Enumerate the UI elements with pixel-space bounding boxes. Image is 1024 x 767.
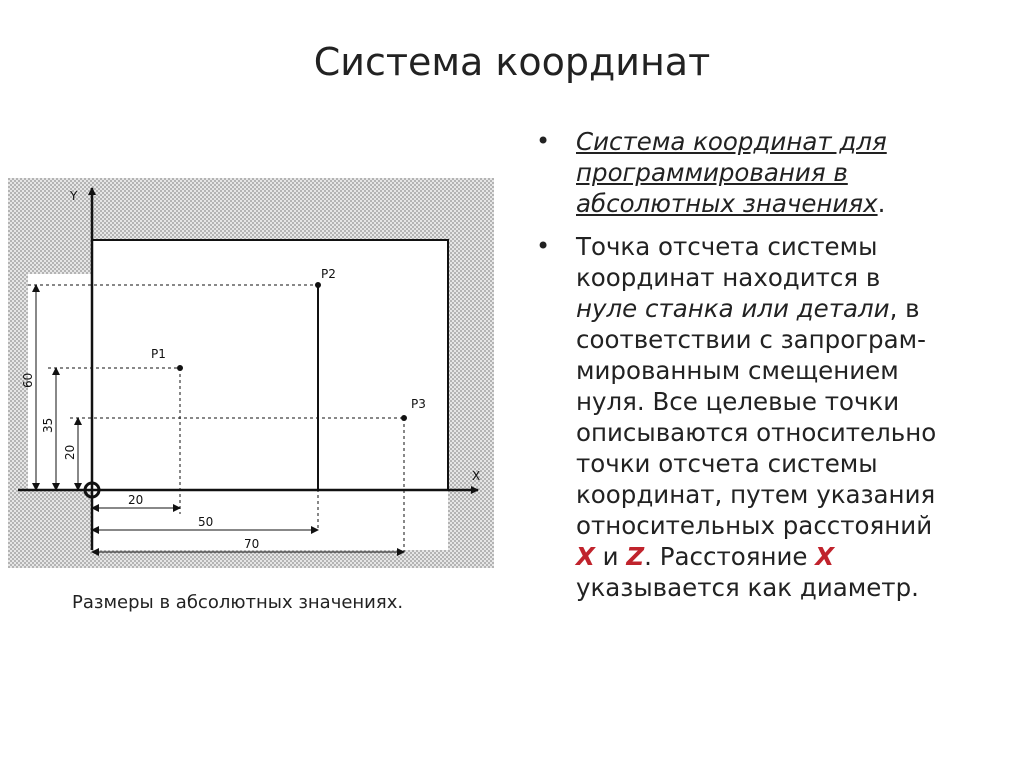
bullet-2-line-8: точки отсчета системы — [576, 449, 878, 478]
dimension-area — [92, 490, 448, 550]
bullet-2-line-2: координат находится в — [576, 263, 881, 292]
point-p1-label: P1 — [151, 347, 166, 361]
bullet-1-line-2: программирования в — [576, 158, 848, 187]
x-axis-label: X — [472, 469, 481, 483]
bullet-2-line-11 — [576, 541, 1024, 572]
bullet-2-line-4: соответствии с запрограм- — [576, 325, 926, 354]
bullet-dot: • — [536, 127, 551, 155]
bullet-list — [536, 126, 1024, 615]
left-dimension-area — [28, 274, 92, 490]
point-p1 — [177, 365, 183, 371]
bullet-1-line-3 — [576, 188, 1024, 219]
dim-label-50: 50 — [198, 515, 214, 529]
bullet-dot: • — [536, 232, 551, 260]
dim-label-70: 70 — [244, 537, 260, 551]
bullet-2-line-1: Точка отсчета системы — [576, 232, 878, 261]
bullet-item-2 — [536, 231, 1024, 603]
bullet-2-line-12: указывается как диаметр. — [576, 573, 919, 602]
var-z: Z — [626, 542, 645, 571]
point-p2 — [315, 282, 321, 288]
dim-label-35: 35 — [41, 417, 55, 433]
diagram-caption: Размеры в абсолютных значениях. — [72, 592, 404, 613]
slide-title: Система координат — [313, 40, 711, 84]
dim-label-20-h: 20 — [128, 493, 144, 507]
bullet-2-line-10: относительных расстояний — [576, 511, 933, 540]
point-p3 — [401, 415, 407, 421]
bullet-2-line-3-italic: нуле станка или детали — [576, 294, 890, 323]
bullet-2-line-5: мированным смещением — [576, 356, 899, 385]
point-p3-label: P3 — [411, 397, 426, 411]
y-axis-label: Y — [70, 189, 78, 203]
bullet-1-line-1: Система координат для — [576, 127, 887, 156]
bullet-2-line-9: координат, путем указания — [576, 480, 936, 509]
var-x: X — [576, 542, 595, 571]
dim-label-60: 60 — [21, 372, 35, 388]
bullet-2-line-3 — [576, 293, 1024, 324]
bullet-2-line-3-tail: , в — [889, 294, 920, 323]
bullet-item-1 — [536, 126, 1024, 219]
bullet-2-and: и — [594, 542, 627, 571]
var-x-2: X — [815, 542, 835, 571]
dim-label-20-v: 20 — [63, 444, 77, 460]
bullet-1-line-3-tail: . — [877, 189, 886, 218]
coordinate-diagram-svg — [8, 178, 494, 568]
bullet-2-mid: . Расстояние — [644, 542, 816, 571]
workpiece-area — [92, 240, 448, 490]
coordinate-diagram — [8, 178, 494, 568]
point-p2-label: P2 — [321, 267, 336, 281]
bullet-2-line-6: нуля. Все целевые точки — [576, 387, 900, 416]
bullet-2-line-7: описываются относительно — [576, 418, 937, 447]
bullet-1-line-3-text: абсолютных значениях — [576, 189, 878, 218]
